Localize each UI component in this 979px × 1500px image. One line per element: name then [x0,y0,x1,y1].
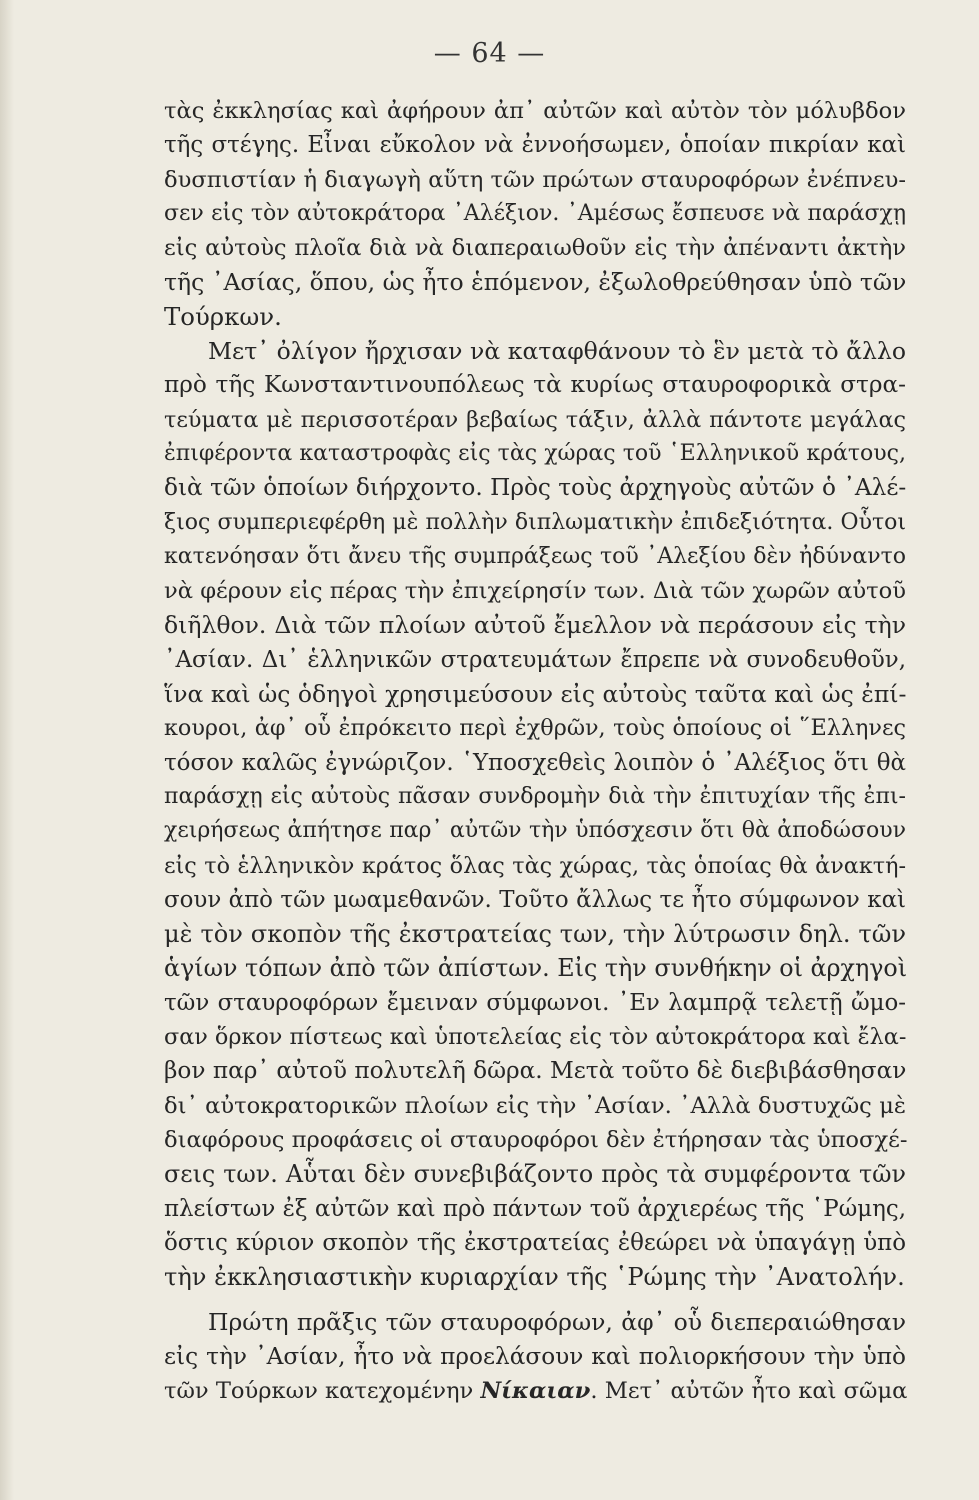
text-line: τῆς ᾽Ασίας, ὅπου, ὡς ἦτο ἑπόμενον, ἐξωλοθρεύθησαν ὑπὸ τῶν [164,268,907,297]
emphasized-place-name: Νίκαιαν [480,1377,591,1404]
text-line: εἰς τὸ ἑλληνικὸν κράτος ὅλας τὰς χώρας, τὰς ὁποίας θὰ ἀνακτή- [164,852,906,879]
text-line: τόσον καλῶς ἐγνώριζον. ῾Υποσχεθεὶς λοιπὸν ὁ ᾽Αλέξιος ὅτι θὰ [164,749,906,776]
text-line: τὴν ἐκκλησιαστικὴν κυριαρχίαν τῆς ῾Ρώμης τὴν ᾽Ανατολήν. [164,1263,905,1292]
text-line: τῶν σταυροφόρων ἔμειναν σύμφωνοι. ᾽Εν λαμπρᾷ τελετῇ ὤμο- [164,989,906,1016]
text-line: κουροι, ἀφ᾽ οὗ ἐπρόκειτο περὶ ἐχθρῶν, τοὺς ὁποίους οἱ ῞Ελληνες [164,715,906,742]
text-line: χειρήσεως ἀπήτησε παρ᾽ αὐτῶν τὴν ὑπόσχεσιν ὅτι θὰ ἀποδώσουν [164,818,906,844]
text-line: δι᾽ αὐτοκρατορικῶν πλοίων εἰς τὴν ᾽Ασίαν. ᾽Αλλὰ δυστυχῶς μὲ [164,1092,906,1119]
text-line: βον παρ᾽ αὐτοῦ πολυτελῆ δῶρα. Μετὰ τοῦτο δὲ διεβιβάσθησαν [164,1057,907,1085]
text-run: . Μετ᾽ αὐτῶν ἦτο καὶ σῶμα [590,1377,908,1404]
text-line: σεν εἰς τὸν αὐτοκράτορα ᾽Αλέξιον. ᾽Αμέσως ἔσπευσε νὰ παράσχῃ [164,200,906,226]
text-line: νὰ φέρουν εἰς πέρας τὴν ἐπιχείρησίν των. Διὰ τῶν χωρῶν αὐτοῦ [164,578,906,605]
text-line: σεις των. Αὗται δὲν συνεβιβάζοντο πρὸς τὰ συμφέροντα τῶν [164,1160,906,1189]
text-line: ἵνα καὶ ὡς ὁδηγοὶ χρησιμεύσουν εἰς αὐτοὺς ταῦτα καὶ ὡς ἐπί- [164,680,907,709]
text-line: πλείστων ἐξ αὐτῶν καὶ πρὸ πάντων τοῦ ἀρχιερέως τῆς ῾Ρώμης, [164,1195,906,1222]
text-line: μὲ τὸν σκοπὸν τῆς ἐκστρατείας των, τὴν λύτρωσιν δηλ. τῶν [164,920,906,949]
text-line: Πρώτη πρᾶξις τῶν σταυροφόρων, ἀφ᾽ οὗ διεπεραιώθησαν [208,1308,906,1337]
text-line: ἐπιφέροντα καταστροφὰς εἰς τὰς χώρας τοῦ ῾Ελληνικοῦ κράτους, [164,440,906,466]
text-line: διαφόρους προφάσεις οἱ σταυροφόροι δὲν ἐτήρησαν τὰς ὑποσχέ- [164,1126,908,1153]
text-line: τῆς στέγης. Εἶναι εὔκολον νὰ ἐννοήσωμεν, ὁποίαν πικρίαν καὶ [164,132,906,159]
page-body [164,94,906,1408]
text-line: διὰ τῶν ὁποίων διήρχοντο. Πρὸς τοὺς ἀρχηγοὺς αὐτῶν ὁ ᾽Αλέ- [164,474,907,502]
text-line: ᾽Ασίαν. Δι᾽ ἑλληνικῶν στρατευμάτων ἔπρεπε νὰ συνοδευθοῦν, [164,646,906,673]
page-number: — 64 — [433,38,546,69]
text-line: παράσχῃ εἰς αὐτοὺς πᾶσαν συνδρομὴν διὰ τὴν ἐπιτυχίαν τῆς ἐπι- [164,783,906,809]
page-spine-shadow [0,0,14,1500]
text-line: ἁγίων τόπων ἀπὸ τῶν ἀπίστων. Εἰς τὴν συνθήκην οἱ ἀρχηγοὶ [164,954,908,983]
paragraph [164,94,906,334]
text-line: Μετ᾽ ὀλίγον ἤρχισαν νὰ καταφθάνουν τὸ ἓν μετὰ τὸ ἄλλο [208,337,906,366]
paragraph-spacer [164,1294,906,1305]
text-line: πρὸ τῆς Κωνσταντινουπόλεως τὰ κυρίως σταυροφορικὰ στρα- [164,371,906,399]
text-line-with-emphasis [164,1374,906,1408]
text-run: τῶν Τούρκων κατεχομένην [164,1377,481,1404]
text-line: ὅστις κύριον σκοπὸν τῆς ἐκστρατείας ἐθεώρει νὰ ὑπαγάγῃ ὑπὸ [164,1229,906,1256]
text-line: Τούρκων. [164,301,282,331]
paragraph [164,334,906,1294]
text-line: κατενόησαν ὅτι ἄνευ τῆς συμπράξεως τοῦ ᾽Αλεξίου δὲν ἠδύναντο [164,543,906,569]
text-line: σουν ἀπὸ τῶν μωαμεθανῶν. Τοῦτο ἄλλως τε ἦτο σύμφωνον καὶ [164,886,906,913]
text-line: τεύματα μὲ περισσοτέραν βεβαίως τάξιν, ἀλλὰ πάντοτε μεγάλας [164,406,906,433]
text-line: δυσπιστίαν ἡ διαγωγὴ αὕτη τῶν πρώτων σταυροφόρων ἐνέπνευ- [164,166,906,193]
text-line: εἰς τὴν ᾽Ασίαν, ἦτο νὰ προελάσουν καὶ πολιορκήσουν τὴν ὑπὸ [164,1342,906,1370]
text-line: ξιος συμπεριεφέρθη μὲ πολλὴν διπλωματικὴν ἐπιδεξιότητα. Οὗτοι [164,509,906,535]
paragraph [164,1305,906,1408]
text-line: τὰς ἐκκλησίας καὶ ἀφήρουν ἀπ᾽ αὐτῶν καὶ αὐτὸν τὸν μόλυβδον [164,98,906,124]
text-line: διῆλθον. Διὰ τῶν πλοίων αὐτοῦ ἔμελλον νὰ περάσουν εἰς τὴν [164,611,906,640]
text-line: εἰς αὐτοὺς πλοῖα διὰ νὰ διαπεραιωθοῦν εἰς τὴν ἀπέναντι ἀκτὴν [164,235,906,262]
text-line: σαν ὅρκον πίστεως καὶ ὑποτελείας εἰς τὸν αὐτοκράτορα καὶ ἔλα- [164,1024,907,1051]
